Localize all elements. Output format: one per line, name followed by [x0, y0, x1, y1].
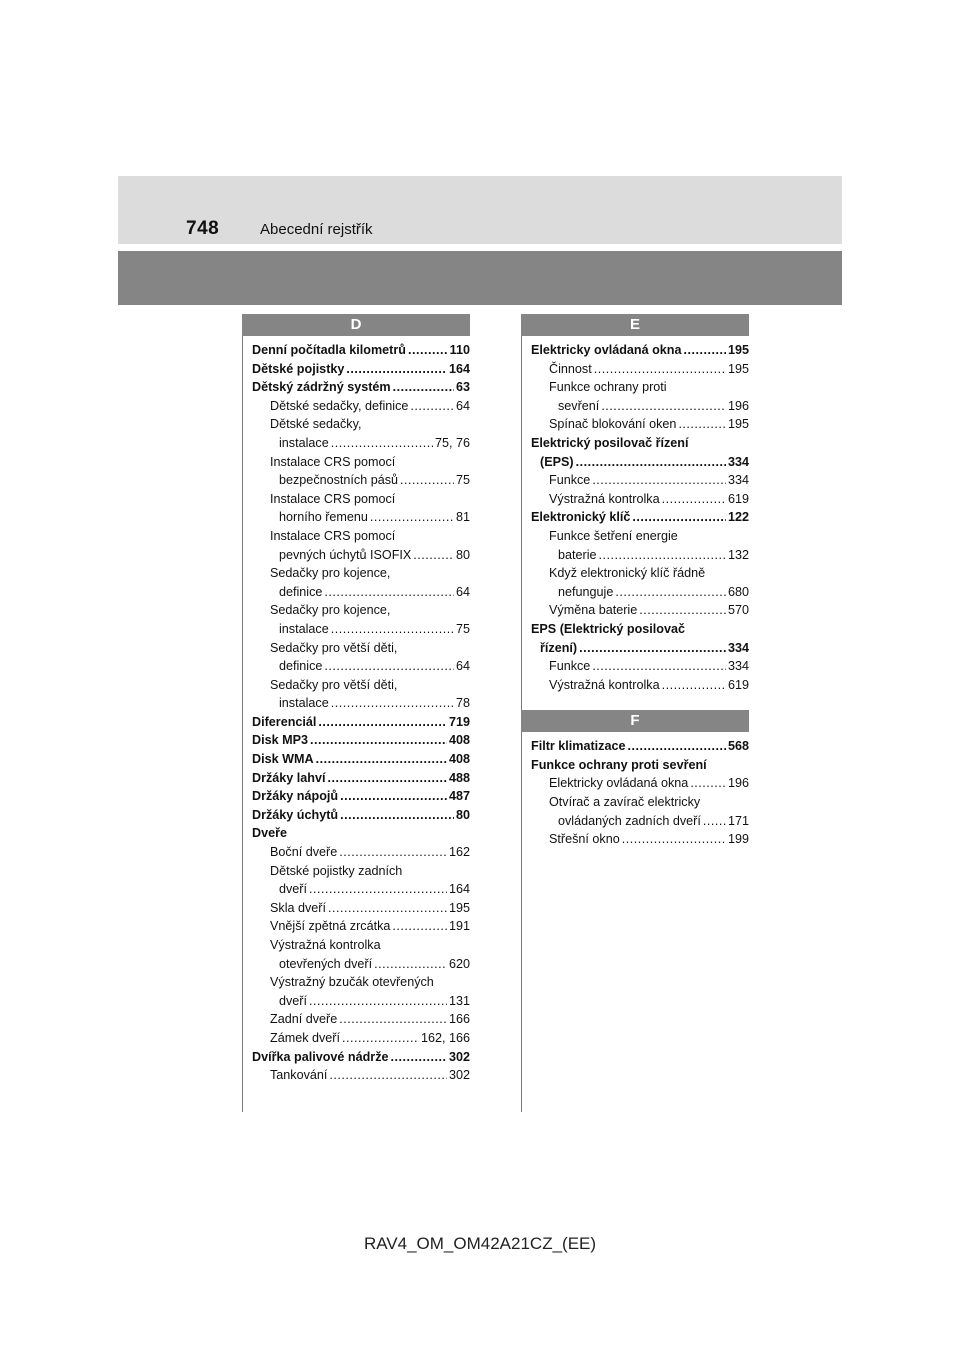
- index-entry: [531, 737, 749, 756]
- entry-text: Funkce: [549, 659, 591, 674]
- page-reference: 334: [727, 640, 749, 655]
- entry-text: Výstražná kontrolka: [549, 677, 660, 692]
- entry-text: instalace: [279, 696, 329, 711]
- page-reference: 164: [448, 361, 470, 376]
- index-subentry: [270, 490, 470, 527]
- dot-leader: [329, 1066, 447, 1085]
- index-entry: [531, 341, 749, 360]
- dot-leader: [592, 657, 726, 676]
- letter-heading-d: D: [242, 314, 470, 336]
- index-entry: [252, 1048, 470, 1067]
- page-reference: 568: [727, 739, 749, 754]
- dot-leader: [662, 676, 726, 695]
- index-subentry: [549, 415, 749, 434]
- entry-text: Vnější zpětná zrcátka: [270, 919, 391, 934]
- entry-text: Výměna baterie: [549, 603, 638, 618]
- dot-leader: [615, 583, 726, 602]
- section-title: Abecední rejstřík: [260, 221, 373, 238]
- index-subentry: [270, 601, 470, 638]
- entry-text-line1: Otvírač a zavírač elektricky: [549, 795, 701, 810]
- entry-text: Zámek dveří: [270, 1030, 340, 1045]
- index-entry: [252, 731, 470, 750]
- entry-text: definice: [279, 584, 323, 599]
- entry-text: nefunguje: [558, 584, 614, 599]
- page-reference: 164: [448, 882, 470, 897]
- dot-leader: [392, 917, 447, 936]
- entry-text: Dvířka palivové nádrže: [252, 1049, 389, 1064]
- entry-text: Funkce ochrany proti sevření: [531, 757, 707, 772]
- entry-text: Zadní dveře: [270, 1012, 338, 1027]
- page-reference: 334: [727, 659, 749, 674]
- page-reference: 64: [455, 659, 470, 674]
- entry-list-e: [521, 341, 749, 694]
- index-subentry: [270, 843, 470, 862]
- entry-text: Denní počítadla kilometrů: [252, 343, 406, 357]
- page-reference: 166: [448, 1012, 470, 1027]
- entry-text: horního řemenu: [279, 510, 368, 525]
- dot-leader: [318, 713, 447, 732]
- dot-leader: [410, 397, 454, 416]
- page-reference: 487: [448, 789, 470, 804]
- page-reference: 162, 166: [420, 1030, 470, 1045]
- page-number: 748: [186, 218, 220, 239]
- index-subentry: [549, 774, 749, 793]
- entry-text: bezpečnostních pásů: [279, 473, 399, 488]
- page-reference: 302: [448, 1068, 470, 1083]
- index-entry: [252, 750, 470, 769]
- page-reference: 719: [448, 714, 470, 729]
- page-reference: 75: [455, 621, 470, 636]
- document-code: RAV4_OM_OM42A21CZ_(EE): [363, 1234, 597, 1253]
- index-entry: [252, 378, 470, 397]
- entry-text: Skla dveří: [270, 900, 326, 915]
- dot-leader: [342, 1029, 419, 1048]
- entry-text: Dětský zádržný systém: [252, 380, 391, 395]
- page-reference: 334: [727, 454, 749, 469]
- dot-leader: [339, 1010, 447, 1029]
- dot-leader: [690, 774, 726, 793]
- index-subentry: [270, 936, 470, 973]
- dot-leader: [662, 490, 726, 509]
- dot-leader: [594, 360, 726, 379]
- page-reference: 78: [455, 696, 470, 711]
- dot-leader: [684, 341, 726, 360]
- index-subentry: [549, 490, 749, 509]
- entry-text-line1: Sedačky pro větší děti,: [270, 640, 398, 655]
- index-subentry: [270, 1010, 470, 1029]
- entry-text: Držáky nápojů: [252, 789, 339, 804]
- dot-leader: [324, 583, 454, 602]
- page-reference: 195: [727, 343, 749, 357]
- page-reference: 80: [455, 807, 470, 822]
- page-reference: 171: [727, 813, 749, 828]
- page-reference: 75: [455, 473, 470, 488]
- page-reference: 680: [727, 584, 749, 599]
- entry-text-line1: Dětské sedačky,: [270, 417, 362, 432]
- entry-text: pevných úchytů ISOFIX: [279, 547, 412, 562]
- page-reference: 302: [448, 1049, 470, 1064]
- entry-text: Filtr klimatizace: [531, 739, 626, 754]
- dot-leader: [309, 992, 447, 1011]
- page-reference: 334: [727, 473, 749, 488]
- index-subentry: [549, 378, 749, 415]
- entry-text-line1: Výstražná kontrolka: [270, 938, 381, 952]
- entry-text-line1: Sedačky pro větší děti,: [270, 677, 398, 692]
- entry-text: definice: [279, 659, 323, 674]
- index-subentry: [549, 676, 749, 695]
- index-entry: [531, 756, 749, 775]
- index-subentry: [549, 601, 749, 620]
- entry-text: dveří: [279, 882, 307, 897]
- index-entry: [252, 824, 470, 843]
- entry-text-line1: Výstražný bzučák otevřených: [270, 975, 434, 990]
- page-reference: 195: [448, 900, 470, 915]
- entry-text-line1: Funkce šetření energie: [549, 528, 678, 543]
- dot-leader: [328, 899, 447, 918]
- dot-leader: [622, 830, 726, 849]
- entry-text: sevření: [558, 398, 600, 413]
- page-reference: 131: [448, 993, 470, 1008]
- dot-leader: [346, 360, 447, 379]
- dot-leader: [703, 812, 726, 831]
- index-entry: [252, 787, 470, 806]
- entry-text-line1: Když elektronický klíč řádně: [549, 566, 706, 581]
- entry-text: Funkce: [549, 473, 591, 488]
- entry-text: Střešní okno: [549, 832, 620, 847]
- index-subentry: [270, 453, 470, 490]
- entry-text: Diferenciál: [252, 714, 317, 729]
- dot-leader: [316, 750, 447, 769]
- page-reference: 81: [455, 510, 470, 525]
- dot-leader: [331, 434, 433, 453]
- index-subentry: [549, 360, 749, 379]
- entry-text: (EPS): [540, 454, 574, 469]
- page-reference: 195: [727, 361, 749, 376]
- page-reference: 199: [727, 832, 749, 847]
- entry-text: baterie: [558, 547, 597, 562]
- index-subentry: [270, 973, 470, 1010]
- entry-text: Spínač blokování oken: [549, 417, 677, 432]
- entry-text-line1: Sedačky pro kojence,: [270, 603, 391, 618]
- dot-leader: [628, 737, 726, 756]
- index-subentry: [549, 471, 749, 490]
- dot-leader: [324, 657, 454, 676]
- index-subentry: [270, 564, 470, 601]
- index-subentry: [549, 527, 749, 564]
- entry-text: Dveře: [252, 826, 288, 841]
- index-column-d: [242, 314, 470, 1085]
- index-entry: [252, 806, 470, 825]
- page-reference: 75, 76: [434, 435, 470, 450]
- entry-text-line1: Instalace CRS pomocí: [270, 454, 396, 469]
- entry-text-line1: Funkce ochrany proti: [549, 380, 667, 395]
- dot-leader: [601, 397, 726, 416]
- entry-text: instalace: [279, 621, 329, 636]
- index-subentry: [270, 899, 470, 918]
- entry-text: Disk MP3: [252, 733, 308, 748]
- dot-leader: [592, 471, 726, 490]
- index-subentry: [549, 793, 749, 830]
- dot-leader: [579, 639, 726, 658]
- entry-text: Držáky úchytů: [252, 807, 339, 822]
- entry-text: instalace: [279, 435, 329, 450]
- index-subentry: [270, 397, 470, 416]
- entry-list-f: [521, 737, 749, 849]
- index-subentry: [270, 862, 470, 899]
- page-reference: 620: [448, 956, 470, 971]
- dot-leader: [339, 843, 447, 862]
- dot-leader: [599, 546, 726, 565]
- index-subentry: [270, 676, 470, 713]
- page-reference: 570: [727, 603, 749, 618]
- dot-leader: [331, 694, 454, 713]
- page-reference: 196: [727, 398, 749, 413]
- dot-leader: [370, 508, 454, 527]
- entry-text: Dětské sedačky, definice: [270, 398, 409, 413]
- page-reference: 63: [455, 380, 470, 395]
- page-reference: 110: [449, 343, 470, 357]
- page-reference: 619: [727, 491, 749, 506]
- header-band: [118, 176, 842, 244]
- dot-leader: [340, 787, 447, 806]
- dot-leader: [678, 415, 726, 434]
- entry-text: Tankování: [270, 1068, 328, 1083]
- entry-text: ovládaných zadních dveří: [558, 813, 701, 828]
- entry-text: Elektricky ovládaná okna: [549, 776, 689, 791]
- page-reference: 80: [455, 547, 470, 562]
- index-column-e: [521, 314, 749, 849]
- page-reference: 132: [727, 547, 749, 562]
- entry-text-line1: Elektrický posilovač řízení: [531, 435, 689, 450]
- index-entry: [252, 713, 470, 732]
- entry-text-line1: Sedačky pro kojence,: [270, 566, 391, 581]
- entry-text: Elektricky ovládaná okna: [531, 343, 682, 357]
- index-subentry: [270, 1029, 470, 1048]
- page-reference: 162: [448, 845, 470, 860]
- dot-leader: [331, 620, 454, 639]
- entry-list-d: [242, 341, 470, 1085]
- dot-leader: [576, 453, 726, 472]
- page-reference: 64: [455, 584, 470, 599]
- entry-text-line1: Instalace CRS pomocí: [270, 528, 396, 543]
- dot-leader: [340, 806, 454, 825]
- dot-leader: [391, 1048, 447, 1067]
- index-subentry: [270, 527, 470, 564]
- dot-leader: [393, 378, 454, 397]
- index-entry: [252, 769, 470, 788]
- page-reference: 64: [455, 398, 470, 413]
- index-subentry: [270, 917, 470, 936]
- index-entry: [252, 360, 470, 379]
- entry-text: Činnost: [549, 361, 592, 376]
- index-subentry: [270, 1066, 470, 1085]
- entry-text: Dětské pojistky: [252, 361, 345, 376]
- dot-leader: [374, 955, 447, 974]
- entry-text: Výstražná kontrolka: [549, 491, 660, 506]
- entry-text: dveří: [279, 993, 307, 1008]
- index-subentry: [549, 830, 749, 849]
- page-reference: 122: [727, 510, 749, 525]
- page-reference: 408: [448, 752, 470, 767]
- page-reference: 196: [727, 776, 749, 791]
- page-reference: 191: [448, 919, 470, 934]
- index-entry: [252, 341, 470, 360]
- entry-text: Boční dveře: [270, 845, 338, 860]
- entry-text: Elektronický klíč: [531, 510, 631, 525]
- index-entry: [531, 620, 749, 657]
- dot-leader: [328, 769, 447, 788]
- entry-text: řízení): [540, 640, 578, 655]
- entry-text: Disk WMA: [252, 752, 314, 767]
- dot-leader: [310, 731, 447, 750]
- index-subentry: [270, 415, 470, 452]
- index-subentry: [549, 657, 749, 676]
- entry-text: Držáky lahví: [252, 770, 326, 785]
- entry-text-line1: EPS (Elektrický posilovač: [531, 621, 685, 636]
- page-reference: 195: [727, 417, 749, 432]
- dot-leader: [632, 508, 726, 527]
- index-entry: [531, 434, 749, 471]
- page-reference: 488: [448, 770, 470, 785]
- page-reference: 408: [448, 733, 470, 748]
- page-reference: 619: [727, 677, 749, 692]
- dot-leader: [639, 601, 726, 620]
- index-entry: [531, 508, 749, 527]
- dot-leader: [408, 341, 448, 360]
- letter-heading-f: F: [521, 710, 749, 732]
- index-subentry: [270, 639, 470, 676]
- entry-text-line1: Instalace CRS pomocí: [270, 491, 396, 506]
- header-dark-band: [118, 251, 842, 305]
- dot-leader: [413, 546, 454, 565]
- letter-heading-e: E: [521, 314, 749, 336]
- index-subentry: [549, 564, 749, 601]
- entry-text-line1: Dětské pojistky zadních: [270, 863, 403, 878]
- dot-leader: [309, 880, 447, 899]
- dot-leader: [400, 471, 454, 490]
- entry-text: otevřených dveří: [279, 956, 373, 971]
